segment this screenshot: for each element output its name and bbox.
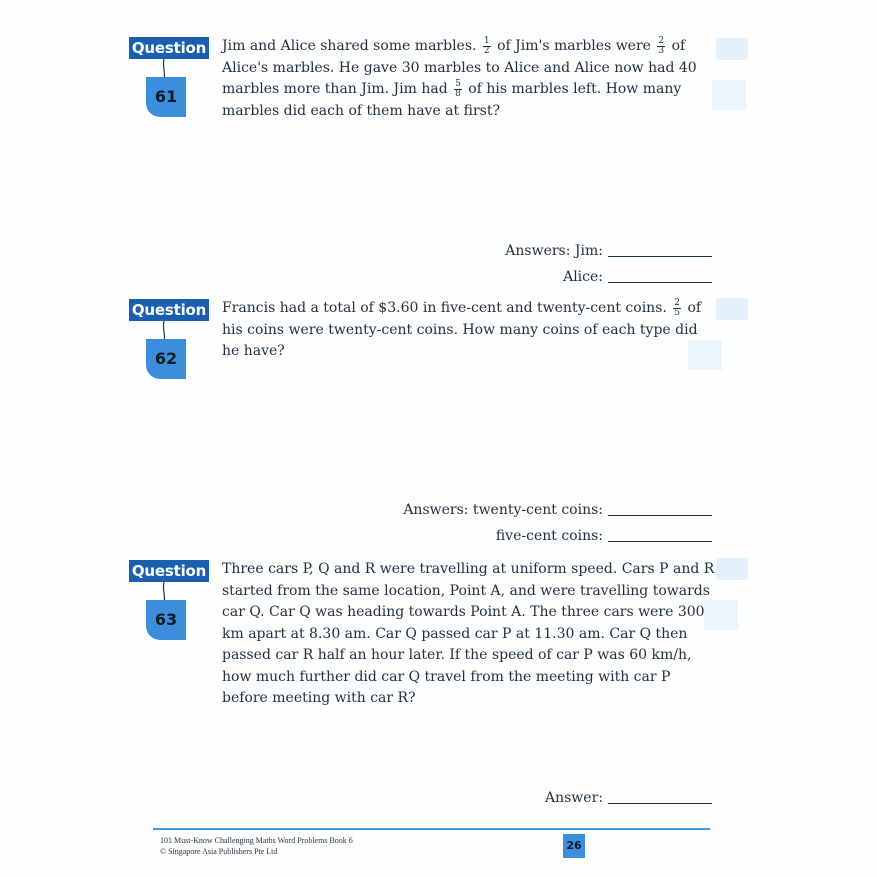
question-number: 61 xyxy=(146,77,186,117)
question-number: 63 xyxy=(146,600,186,640)
question-tag: Question xyxy=(129,37,209,59)
answer-final: Answer: xyxy=(545,790,712,806)
answer-alice: Alice: xyxy=(563,269,712,285)
question-tag: Question xyxy=(129,560,209,582)
fraction: $\frac{2}{3}$ xyxy=(658,35,665,56)
question-text: Francis had a total of $3.60 in five-cent and twenty-cent coins. $\frac{2}{5}$ of his coins were twenty-cent coins. How many coins of each type did he have? xyxy=(222,297,702,359)
answer-twenty-cent: Answers: twenty-cent coins: xyxy=(403,502,712,518)
answer-line[interactable] xyxy=(608,256,712,257)
answer-line[interactable] xyxy=(608,282,712,283)
answer-line[interactable] xyxy=(608,515,712,516)
bleed-through-mark xyxy=(716,38,748,60)
fraction: $\frac{1}{2}$ xyxy=(483,35,490,56)
fraction: $\frac{2}{5}$ xyxy=(674,297,681,318)
answer-five-cent: five-cent coins: xyxy=(496,528,712,544)
bleed-through-mark xyxy=(716,298,748,320)
answer-jim: Answers: Jim: xyxy=(505,243,712,259)
bleed-through-mark xyxy=(712,80,746,110)
answer-line[interactable] xyxy=(608,803,712,804)
bleed-through-mark xyxy=(716,558,748,580)
fraction: $\frac{5}{8}$ xyxy=(455,78,461,99)
footer-book-title: 101 Must-Know Challenging Maths Word Problems Book 6 xyxy=(160,836,353,845)
footer-copyright: © Singapore Asia Publishers Pte Ltd xyxy=(160,847,278,856)
answer-line[interactable] xyxy=(608,541,712,542)
question-tag: Question xyxy=(129,299,209,321)
question-text: Three cars P, Q and R were travelling at uniform speed. Cars P and R started from the same location, Point A, and were travelling towards car Q. Car Q was heading towards Point A. The three cars were 300 km apart at 8.30 am. Car Q passed car P at 11.30 am. Car Q then passed car R half an hour later. If the speed of car P was 60 km/h, how much further did car Q travel from the meeting with car P before meeting with car R? xyxy=(222,561,715,706)
page-number: 26 xyxy=(563,834,585,858)
footer-rule xyxy=(153,828,710,830)
question-text: Jim and Alice shared some marbles. $\frac{1}{2}$ of Jim's marbles were $\frac{2}{3}$ of Alice's marbles. He gave 30 marbles to Alice and Alice now had 40 marbles more than Jim. Jim had $\frac{5}{8}$ of his marbles left. How many marbles did each of them have at first? xyxy=(222,35,697,119)
question-number: 62 xyxy=(146,339,186,379)
